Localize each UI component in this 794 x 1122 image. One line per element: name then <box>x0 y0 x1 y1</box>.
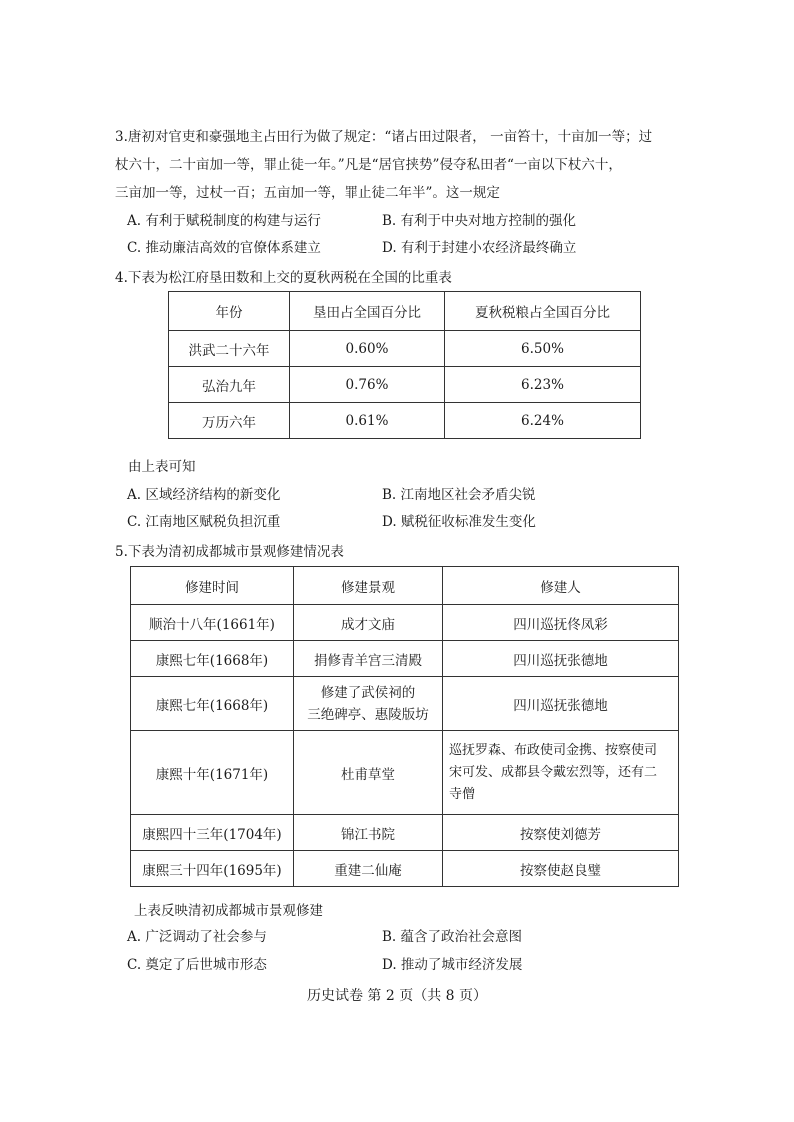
table-cell: 康熙十年(1671年) <box>131 731 294 815</box>
table-header-cell: 夏秋税粮占全国百分比 <box>445 292 641 331</box>
table-cell: 重建二仙庵 <box>294 851 443 887</box>
table-cell: 四川巡抚张德地 <box>443 641 679 677</box>
table-header-cell: 修建人 <box>443 567 679 605</box>
table-cell: 按察使刘德芳 <box>443 815 679 851</box>
q3-stem-line-3: 三亩加一等，过杖一百；五亩加一等，罪止徒二年半”。这一规定 <box>115 185 500 201</box>
table-cell: 成才文庙 <box>294 605 443 641</box>
q4-stem: 由上表可知 <box>128 459 196 475</box>
q5-option-b: B. 蕴含了政治社会意图 <box>382 929 523 945</box>
q3-option-c: C. 推动廉洁高效的官僚体系建立 <box>127 240 321 256</box>
table-header-cell: 年份 <box>169 292 290 331</box>
table-cell: 6.24% <box>445 403 641 439</box>
q3-option-a: A. 有利于赋税制度的构建与运行 <box>127 213 321 229</box>
table-cell: 康熙四十三年(1704年) <box>131 815 294 851</box>
table-row <box>169 331 641 367</box>
table-row <box>169 367 641 403</box>
table-cell: 0.61% <box>290 403 445 439</box>
table-cell: 修建了武侯祠的 三绝碑亭、惠陵版坊 <box>294 677 443 731</box>
table-row <box>131 605 679 641</box>
table-cell: 锦江书院 <box>294 815 443 851</box>
table-cell: 巡抚罗森、布政使司金携、按察使司 宋可发、成都县令戴宏烈等，还有二 寺僧 <box>443 731 679 815</box>
table-row <box>131 731 679 815</box>
table-row <box>131 677 679 731</box>
table-row <box>131 851 679 887</box>
table-cell: 6.50% <box>445 331 641 367</box>
q5-table <box>130 566 679 887</box>
table-cell: 弘治九年 <box>169 367 290 403</box>
page-footer: 历史试卷 第 2 页（共 8 页） <box>306 988 488 1004</box>
q3-stem-line-2: 杖六十，二十亩加一等，罪止徒一年。”凡是“居官挟势”侵夺私田者“一亩以下杖六十， <box>115 157 622 173</box>
table-cell: 洪武二十六年 <box>169 331 290 367</box>
table-cell: 康熙七年(1668年) <box>131 677 294 731</box>
q5-option-c: C. 奠定了后世城市形态 <box>127 957 267 973</box>
table-cell: 按察使赵良璧 <box>443 851 679 887</box>
table-cell: 6.23% <box>445 367 641 403</box>
table-header-cell: 修建景观 <box>294 567 443 605</box>
table-header-row <box>169 292 641 331</box>
table-cell: 康熙三十四年(1695年) <box>131 851 294 887</box>
q4-option-b: B. 江南地区社会矛盾尖锐 <box>382 487 536 503</box>
q4-option-d: D. 赋税征收标准发生变化 <box>382 514 536 530</box>
table-cell: 康熙七年(1668年) <box>131 641 294 677</box>
table-cell: 0.76% <box>290 367 445 403</box>
table-cell: 杜甫草堂 <box>294 731 443 815</box>
q5-option-d: D. 推动了城市经济发展 <box>382 957 523 973</box>
table-row <box>131 815 679 851</box>
table-cell: 0.60% <box>290 331 445 367</box>
table-cell: 顺治十八年(1661年) <box>131 605 294 641</box>
table-cell: 万历六年 <box>169 403 290 439</box>
q4-table <box>168 291 641 439</box>
table-header-cell: 修建时间 <box>131 567 294 605</box>
q4-title: 4.下表为松江府垦田数和上交的夏秋两税在全国的比重表 <box>115 270 452 286</box>
table-header-row <box>131 567 679 605</box>
q3-option-b: B. 有利于中央对地方控制的强化 <box>382 213 577 229</box>
table-header-cell: 垦田占全国百分比 <box>290 292 445 331</box>
table-cell: 四川巡抚张德地 <box>443 677 679 731</box>
q4-option-a: A. 区域经济结构的新变化 <box>127 487 281 503</box>
q4-option-c: C. 江南地区赋税负担沉重 <box>127 514 281 530</box>
table-row <box>169 403 641 439</box>
q5-stem: 上表反映清初成都城市景观修建 <box>134 903 323 919</box>
q3-stem-line-1: 3.唐初对官吏和豪强地主占田行为做了规定：“诸占田过限者， 一亩笞十，十亩加一等；过 <box>115 129 653 145</box>
q5-option-a: A. 广泛调动了社会参与 <box>127 929 267 945</box>
q5-title: 5.下表为清初成都城市景观修建情况表 <box>115 544 344 560</box>
table-cell: 四川巡抚佟凤彩 <box>443 605 679 641</box>
table-row <box>131 641 679 677</box>
table-cell: 捐修青羊宫三清殿 <box>294 641 443 677</box>
q3-option-d: D. 有利于封建小农经济最终确立 <box>382 240 577 256</box>
